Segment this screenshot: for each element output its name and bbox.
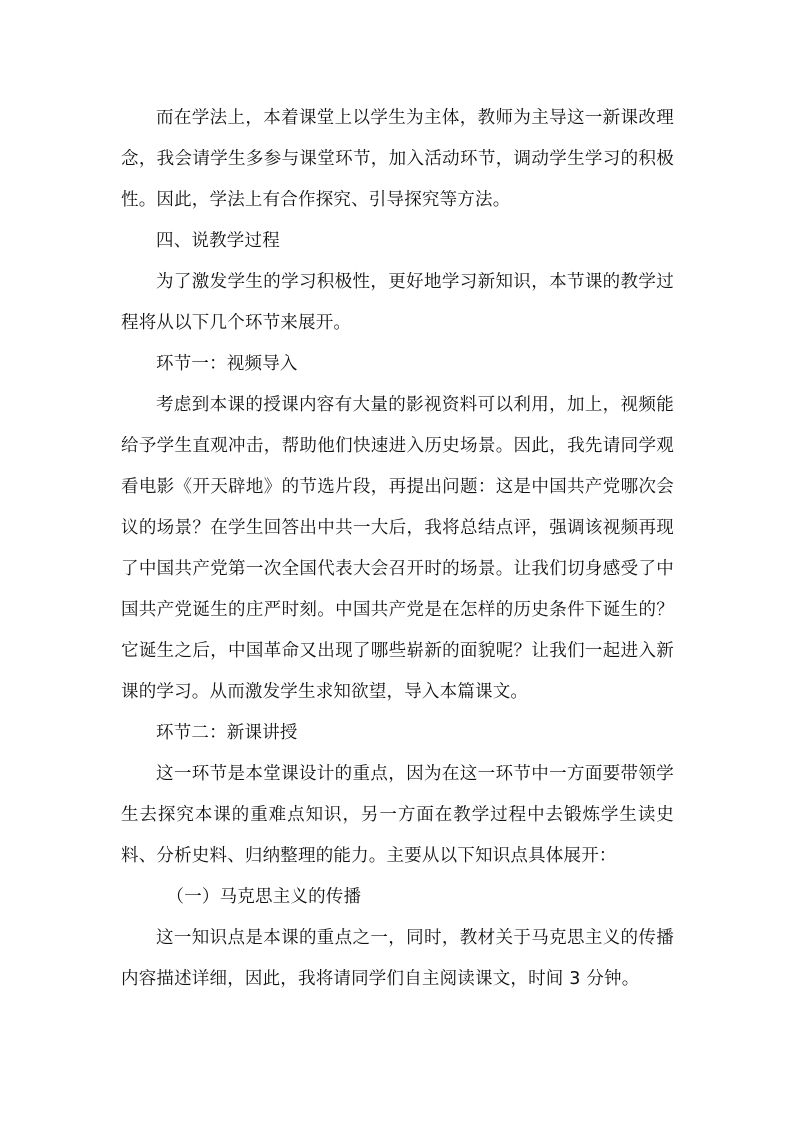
document-body <box>121 98 674 1000</box>
subheading-marxism-spread: （一）马克思主义的传播 <box>166 887 362 907</box>
step-heading-new-lesson: 环节二：新课讲授 <box>156 723 298 743</box>
paragraph-marxism-spread: 这一知识点是本课的重点之一，同时，教材关于马克思主义的传播内容描述详细，因此，我将请同学们自主阅读课文，时间 3 分钟。 <box>121 928 674 989</box>
step-heading-video-intro: 环节一：视频导入 <box>156 354 298 374</box>
paragraph-video-intro: 考虑到本课的授课内容有大量的影视资料可以利用，加上，视频能给予学生直观冲击，帮助他们快速进入历史场景。因此，我先请同学观看电影《开天辟地》的节选片段，再提出问题：这是中国共产党哪次会议的场景？在学生回答出中共一大后，我将总结点评，强调该视频再现了中国共产党第一次全国代表大会召开时的场景。让我们切身感受了中国共产党诞生的庄严时刻。中国共产党是在怎样的历史条件下诞生的？它诞生之后，中国革命又出现了哪些崭新的面貌呢？让我们一起进入新课的学习。从而激发学生求知欲望，导入本篇课文。 <box>121 395 674 702</box>
paragraph-process-intro: 为了激发学生的学习积极性，更好地学习新知识，本节课的教学过程将从以下几个环节来展开。 <box>121 272 674 333</box>
section-heading-teaching-process: 四、说教学过程 <box>156 231 280 251</box>
paragraph-new-lesson: 这一环节是本堂课设计的重点，因为在这一环节中一方面要带领学生去探究本课的重难点知识，另一方面在教学过程中去锻炼学生读史料、分析史料、归纳整理的能力。主要从以下知识点具体展开： <box>121 764 674 866</box>
paragraph-study-methods: 而在学法上，本着课堂上以学生为主体，教师为主导这一新课改理念，我会请学生多参与课堂环节，加入活动环节，调动学生学习的积极性。因此，学法上有合作探究、引导探究等方法。 <box>121 108 674 210</box>
